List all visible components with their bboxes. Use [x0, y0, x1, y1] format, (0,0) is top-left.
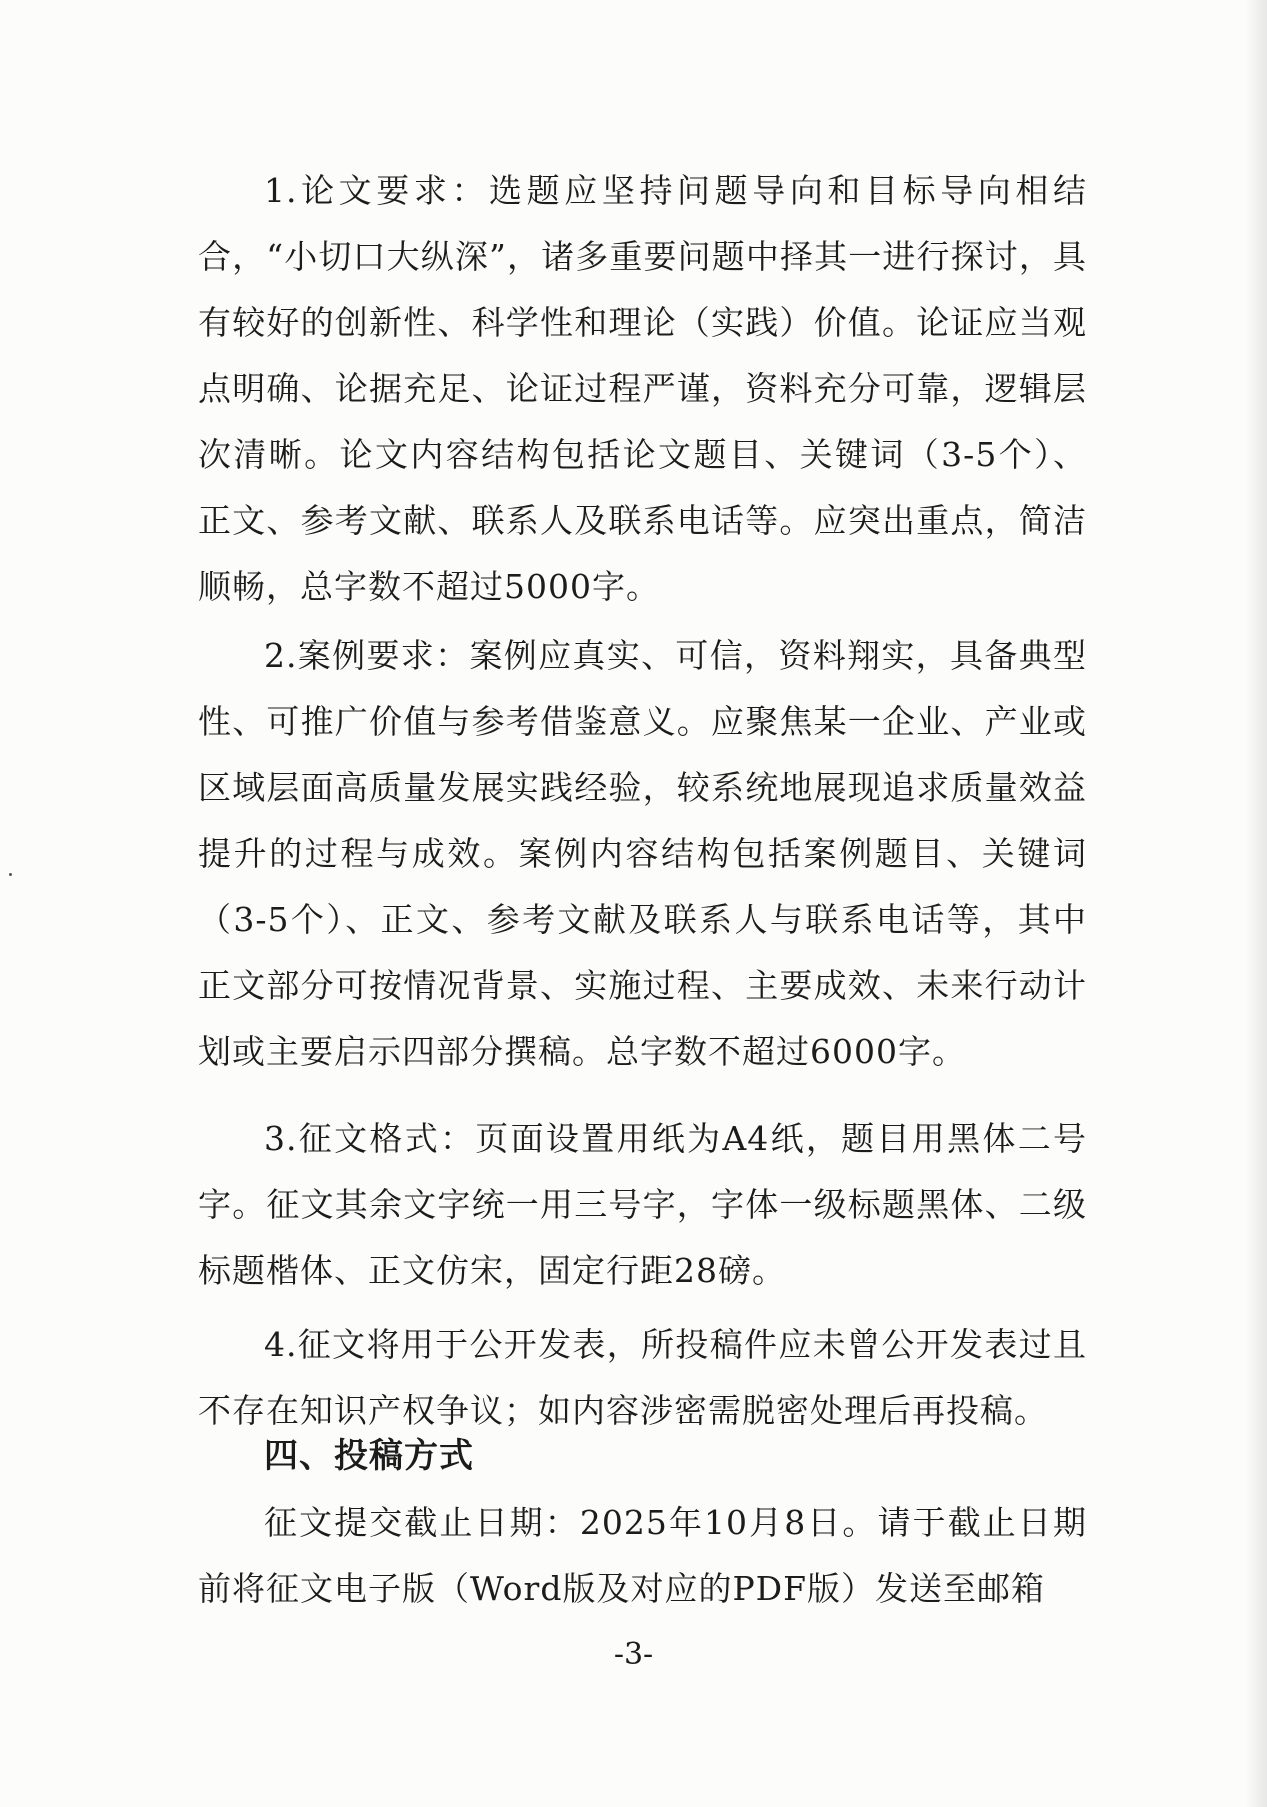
paragraph-thesis-requirements: 1.论文要求：选题应坚持问题导向和目标导向相结合，“小切口大纵深”，诸多重要问题中择其一进行探讨，具有较好的创新性、科学性和理论（实践）价值。论证应当观点明确、论据充足、论证过程严谨，资料充分可靠，逻辑层次清晰。论文内容结构包括论文题目、关键词（3-5个）、正文、参考文献、联系人及联系电话等。应突出重点，简洁顺畅，总字数不超过5000字。	[198, 171, 1087, 606]
page-number: -3-	[613, 1637, 654, 1672]
scan-speck	[9, 873, 12, 876]
paragraph-case-requirements: 2.案例要求：案例应真实、可信，资料翔实，具备典型性、可推广价值与参考借鉴意义。应聚焦某一企业、产业或区域层面高质量发展实践经验，较系统地展现追求质量效益提升的过程与成效。案例内容结构包括案例题目、关键词（3-5个）、正文、参考文献及联系人与联系电话等，其中正文部分可按情况背景、实施过程、主要成效、未来行动计划或主要启示四部分撰稿。总字数不超过6000字。	[198, 636, 1087, 1071]
section-heading-submission: 四、投稿方式	[264, 1436, 474, 1476]
paragraph-publication-notice: 4.征文将用于公开发表，所投稿件应未曾公开发表过且不存在知识产权争议；如内容涉密需脱密处理后再投稿。	[198, 1325, 1087, 1430]
scan-shadow-edge	[1245, 0, 1267, 1807]
paragraph-essay-format: 3.征文格式：页面设置用纸为A4纸，题目用黑体二号字。征文其余文字统一用三号字，字体一级标题黑体、二级标题楷体、正文仿宋，固定行距28磅。	[198, 1119, 1087, 1290]
paragraph-submission-deadline: 征文提交截止日期：2025年10月8日。请于截止日期前将征文电子版（Word版及对应的PDF版）发送至邮箱	[198, 1503, 1087, 1608]
